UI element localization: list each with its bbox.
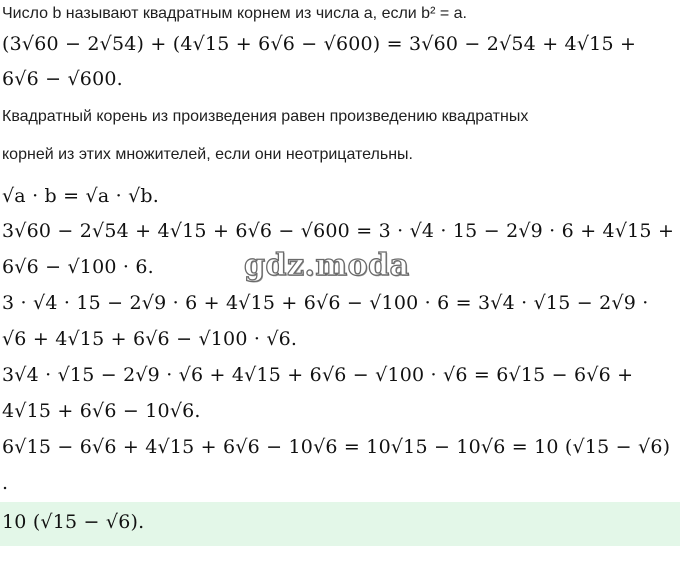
math-line-4: 6√6 − √100 · 6. <box>2 256 154 278</box>
math-line-6: √6 + 4√15 + 6√6 − √100 · √6. <box>2 328 298 350</box>
watermark-logo: gdz.moda <box>244 248 410 283</box>
answer-text: 10 (√15 − √6). <box>2 511 145 533</box>
rule-text-line-2: корней из этих множителей, если они неотрицательны. <box>2 146 413 163</box>
math-line-3: 3√60 − 2√54 + 4√15 + 6√6 − √600 = 3 · √4 · 15 − 2√9 · 6 + 4√15 + <box>2 220 675 242</box>
math-line-7: 3√4 · √15 − 2√9 · √6 + 4√15 + 6√6 − √100 · √6 = 6√15 − 6√6 + <box>2 364 634 386</box>
math-line-2: 6√6 − √600. <box>2 68 123 90</box>
math-line-rule: √a · b = √a · √b. <box>2 185 159 207</box>
rule-text-line-1: Квадратный корень из произведения равен произведению квадратных <box>2 108 529 125</box>
math-line-8: 4√15 + 6√6 − 10√6. <box>2 400 201 422</box>
math-line-1: (3√60 − 2√54) + (4√15 + 6√6 − √600) = 3√60 − 2√54 + 4√15 + <box>2 33 637 55</box>
math-line-5: 3 · √4 · 15 − 2√9 · 6 + 4√15 + 6√6 − √100 · 6 = 3√4 · √15 − 2√9 · <box>2 292 649 314</box>
math-line-9: 6√15 − 6√6 + 4√15 + 6√6 − 10√6 = 10√15 − 10√6 = 10 (√15 − √6) <box>2 436 671 458</box>
definition-text: Число b называют квадратным корнем из числа a, если b² = a. <box>2 5 467 22</box>
answer-box <box>0 502 680 546</box>
math-line-period: . <box>2 472 9 494</box>
